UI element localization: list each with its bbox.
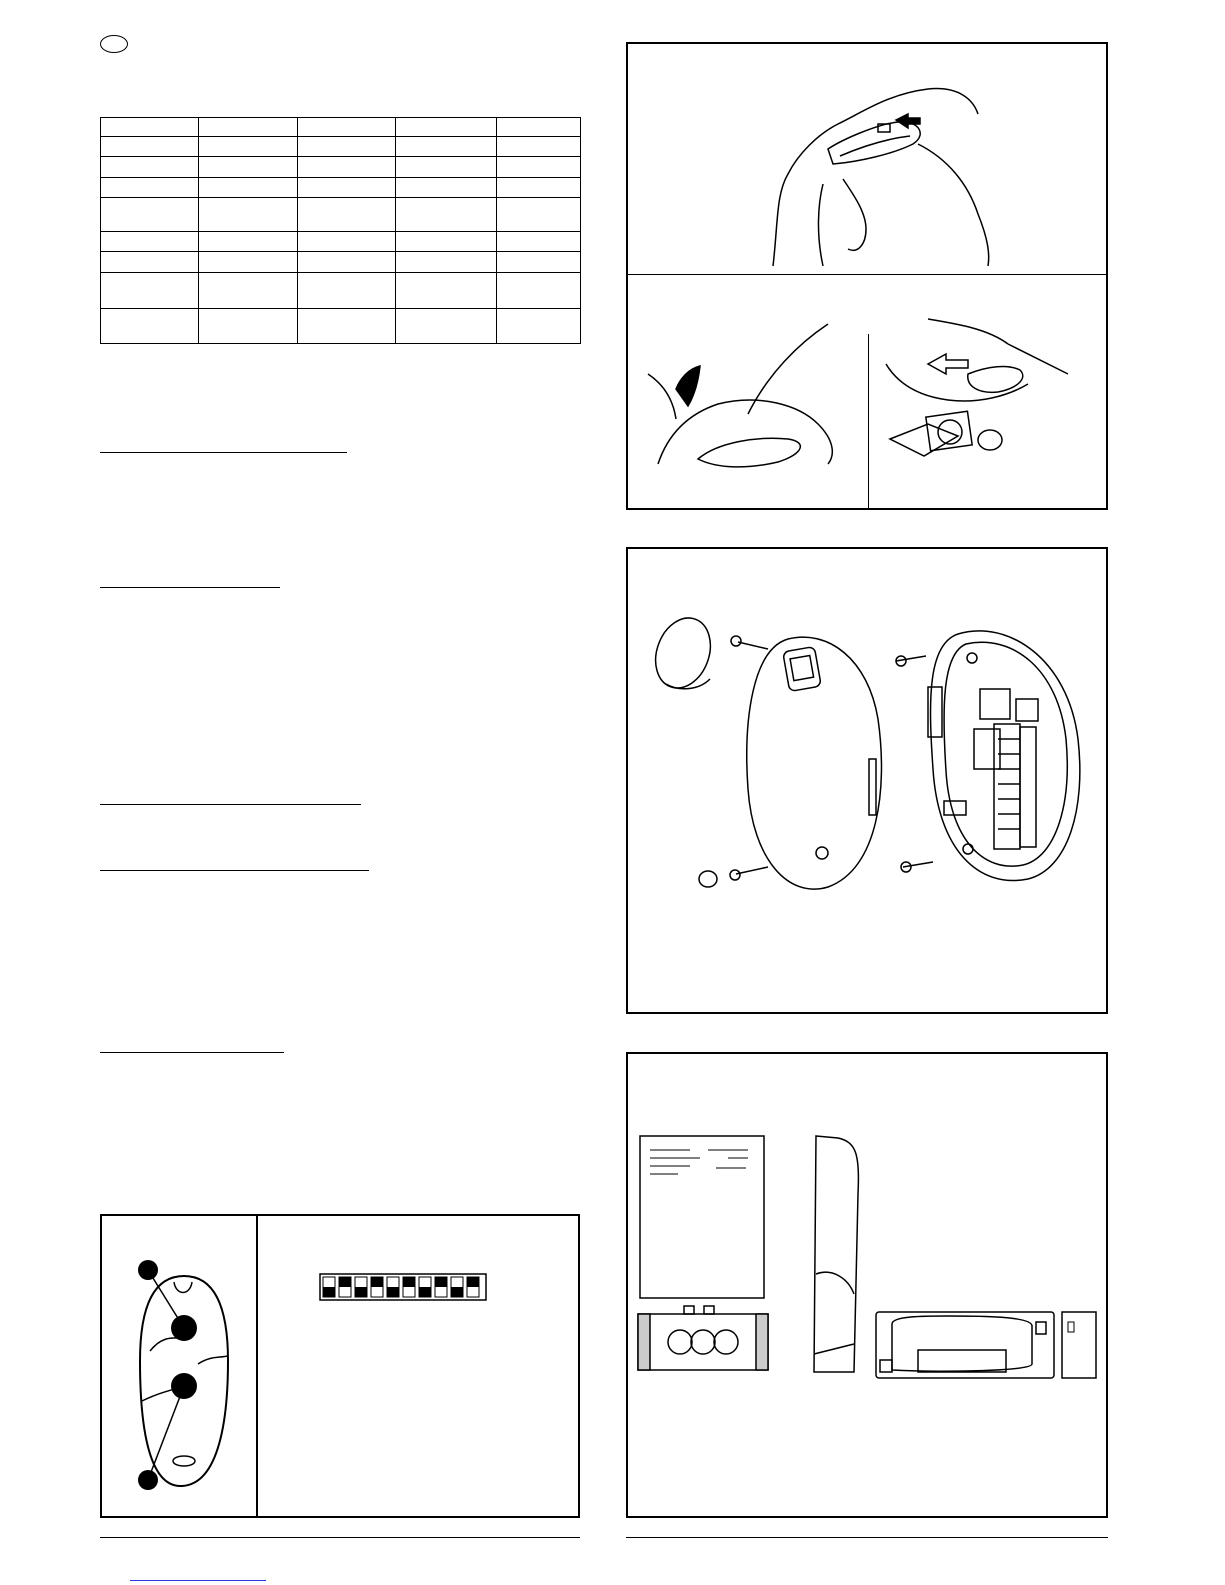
dip-switch-lever [371,1277,383,1287]
callout-dot-top [138,1260,158,1280]
footer-rule-right [626,1537,1108,1538]
section-heading-underline-3 [100,804,361,805]
section-heading-underline-4 [100,870,369,871]
table-row [101,198,581,232]
table-row [101,178,581,198]
dip-switch [319,1273,487,1303]
kit-parts-illustration [628,1054,1106,1516]
kit-parts-panel [626,1052,1108,1518]
table-row [101,309,581,344]
footer-link-underline[interactable] [130,1580,266,1581]
table-row [101,157,581,178]
dip-switch-lever [403,1277,415,1287]
table-row [101,232,581,252]
dip-switch-lever [323,1287,335,1297]
callout-dot-bottom [138,1470,158,1490]
battery-replacement-panel [626,42,1108,510]
section-heading-underline-2 [100,587,280,588]
button-2-icon [171,1373,197,1399]
spec-table [100,117,581,344]
battery-replacement-illustration [628,44,1106,508]
dip-switch-lever [339,1277,351,1287]
dip-switch-lever [419,1287,431,1297]
section-heading-underline-1 [100,452,347,453]
dip-switch-lever [467,1277,479,1287]
language-badge-icon [100,35,128,53]
section-heading-underline-5 [100,1052,284,1053]
button-1-icon [171,1315,197,1341]
table-row [101,273,581,309]
table-row [101,137,581,157]
receiver-opening-illustration [628,549,1106,1012]
remote-button-diagram [102,1216,256,1516]
receiver-opening-panel [626,547,1108,1014]
footer-rule-left [100,1537,580,1538]
frame-divider [256,1216,258,1516]
dip-switch-lever [387,1287,399,1297]
table-row [101,118,581,137]
table-row [101,252,581,273]
dip-switch-lever [451,1287,463,1297]
dip-switch-lever [435,1277,447,1287]
remote-diagram-frame [100,1214,580,1518]
dip-switch-lever [355,1287,367,1297]
